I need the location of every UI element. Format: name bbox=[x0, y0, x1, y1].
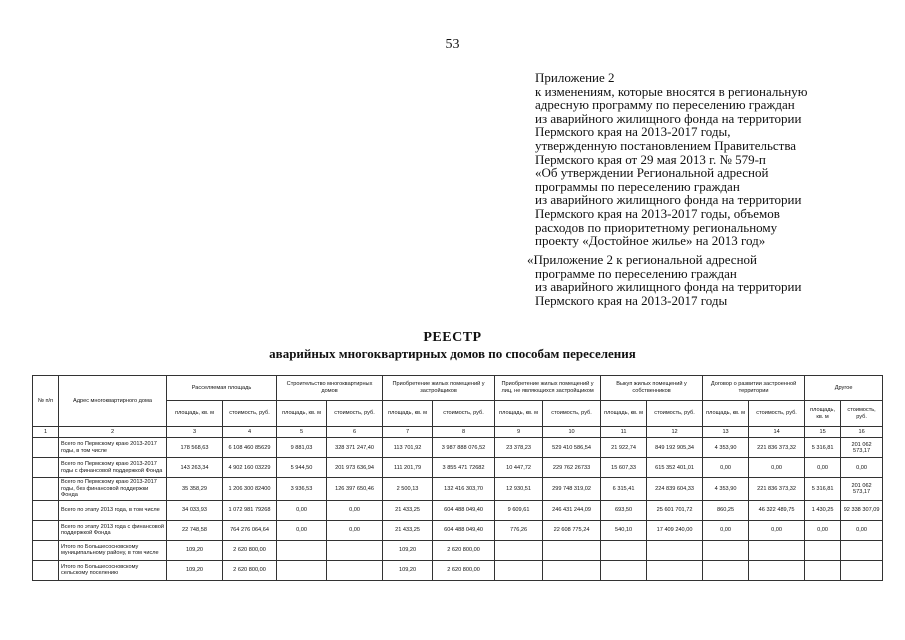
cell-area bbox=[703, 540, 749, 560]
cell-area: 540,10 bbox=[601, 520, 647, 540]
cell-cost: 1 072 981 79268 bbox=[223, 500, 277, 520]
cell-cost: 246 431 244,09 bbox=[543, 500, 601, 520]
cell-area: 5 316,81 bbox=[805, 478, 841, 501]
header-group: Расселяемая площадь bbox=[167, 376, 277, 401]
cell-area: 35 358,29 bbox=[167, 478, 223, 501]
table-row bbox=[33, 540, 883, 560]
annex-line: из аварийного жилищного фонда на территории bbox=[535, 192, 802, 208]
cell-area: 0,00 bbox=[805, 458, 841, 478]
annex-line: Пермского края от 29 мая 2013 г. № 579-п bbox=[535, 151, 766, 167]
row-address: Всего по этапу 2013 года, в том числе bbox=[59, 500, 167, 520]
cell-cost: 221 836 373,32 bbox=[749, 478, 805, 501]
index-cell: 12 bbox=[647, 427, 703, 438]
subheader-area: площадь, кв. м bbox=[703, 401, 749, 427]
cell-cost: 0,00 bbox=[749, 458, 805, 478]
annex-line: Приложение 2 bbox=[535, 70, 615, 85]
index-cell: 7 bbox=[383, 427, 433, 438]
table-row bbox=[33, 500, 883, 520]
cell-cost: 132 416 303,70 bbox=[433, 478, 495, 501]
cell-cost: 221 836 373,32 bbox=[749, 438, 805, 458]
cell-cost bbox=[647, 540, 703, 560]
cell-area: 6 315,41 bbox=[601, 478, 647, 501]
row-number bbox=[33, 438, 59, 458]
cell-area: 0,00 bbox=[277, 500, 327, 520]
cell-cost: 615 352 401,01 bbox=[647, 458, 703, 478]
index-cell: 9 bbox=[495, 427, 543, 438]
cell-area: 15 607,33 bbox=[601, 458, 647, 478]
index-cell: 11 bbox=[601, 427, 647, 438]
document-title bbox=[0, 330, 905, 362]
cell-cost: 126 397 650,46 bbox=[327, 478, 383, 501]
row-address: Всего по Пермскому краю 2013-2017 годы с финансовой поддержкой Фонда bbox=[59, 458, 167, 478]
index-cell: 2 bbox=[59, 427, 167, 438]
cell-area: 113 701,92 bbox=[383, 438, 433, 458]
cell-area: 109,20 bbox=[167, 540, 223, 560]
cell-cost: 25 601 701,72 bbox=[647, 500, 703, 520]
subheader-cost: стоимость, руб. bbox=[327, 401, 383, 427]
header-group: Договор о развитии застроенной территории bbox=[703, 376, 805, 401]
subheader-cost: стоимость, руб. bbox=[543, 401, 601, 427]
cell-cost: 529 410 586,54 bbox=[543, 438, 601, 458]
cell-cost: 2 620 800,00 bbox=[433, 540, 495, 560]
cell-cost: 604 488 049,40 bbox=[433, 520, 495, 540]
annex-line: Пермского края на 2013-2017 годы, bbox=[535, 124, 731, 140]
annex2-line: Пермского края на 2013-2017 годы bbox=[535, 292, 728, 308]
cell-cost: 849 192 905,34 bbox=[647, 438, 703, 458]
cell-area: 21 433,25 bbox=[383, 520, 433, 540]
subheader-area: площадь, кв. м bbox=[167, 401, 223, 427]
annex2-line: программе по переселению граждан bbox=[535, 265, 737, 281]
cell-cost bbox=[841, 540, 883, 560]
cell-cost: 0,00 bbox=[327, 520, 383, 540]
annex-line: адресную программу по переселению граждан bbox=[535, 97, 795, 113]
cell-area: 4 353,90 bbox=[703, 478, 749, 501]
index-cell: 1 bbox=[33, 427, 59, 438]
annex-line: утвержденную постановлением Правительства bbox=[535, 137, 797, 153]
cell-area: 143 263,34 bbox=[167, 458, 223, 478]
cell-cost: 229 762 26733 bbox=[543, 458, 601, 478]
cell-area: 0,00 bbox=[277, 520, 327, 540]
title-line-1: РЕЕСТР bbox=[423, 330, 482, 345]
cell-area bbox=[277, 540, 327, 560]
subheader-area: площадь, кв. м bbox=[495, 401, 543, 427]
cell-cost: 299 748 319,02 bbox=[543, 478, 601, 501]
cell-cost: 2 620 800,00 bbox=[223, 540, 277, 560]
cell-cost bbox=[327, 560, 383, 580]
cell-cost bbox=[841, 560, 883, 580]
cell-area: 5 944,50 bbox=[277, 458, 327, 478]
index-cell: 4 bbox=[223, 427, 277, 438]
cell-cost: 0,00 bbox=[841, 520, 883, 540]
header-group: Выкуп жилых помещений у собственников bbox=[601, 376, 703, 401]
cell-area bbox=[277, 560, 327, 580]
cell-area: 5 316,81 bbox=[805, 438, 841, 458]
cell-area: 22 748,58 bbox=[167, 520, 223, 540]
cell-area: 178 568,63 bbox=[167, 438, 223, 458]
cell-cost: 17 409 240,00 bbox=[647, 520, 703, 540]
table-row bbox=[33, 520, 883, 540]
index-cell: 14 bbox=[749, 427, 805, 438]
cell-area: 0,00 bbox=[703, 458, 749, 478]
cell-area: 109,20 bbox=[167, 560, 223, 580]
cell-area: 3 936,53 bbox=[277, 478, 327, 501]
cell-area: 109,20 bbox=[383, 540, 433, 560]
cell-area: 776,26 bbox=[495, 520, 543, 540]
index-row bbox=[33, 427, 883, 438]
annex-line: к изменениям, которые вносятся в региональную bbox=[535, 83, 808, 99]
subheader-cost: стоимость, руб. bbox=[841, 401, 883, 427]
row-number bbox=[33, 458, 59, 478]
cell-cost: 6 108 460 85629 bbox=[223, 438, 277, 458]
annex-line: «Об утверждении Региональной адресной bbox=[535, 165, 769, 181]
cell-area: 0,00 bbox=[805, 520, 841, 540]
cell-cost: 2 620 800,00 bbox=[433, 560, 495, 580]
cell-area bbox=[805, 560, 841, 580]
index-cell: 16 bbox=[841, 427, 883, 438]
annex-line: программы по переселению граждан bbox=[535, 178, 740, 194]
cell-area: 109,20 bbox=[383, 560, 433, 580]
cell-cost: 201 062 573,17 bbox=[841, 438, 883, 458]
table-row bbox=[33, 478, 883, 501]
row-address: Итого по Большесосновскому сельскому поселению bbox=[59, 560, 167, 580]
cell-cost: 604 488 049,40 bbox=[433, 500, 495, 520]
cell-cost: 764 276 064,64 bbox=[223, 520, 277, 540]
cell-cost: 92 338 307,09 bbox=[841, 500, 883, 520]
annex-line: проекту «Достойное жилье» на 2013 год» bbox=[535, 233, 766, 249]
row-address: Всего по этапу 2013 года с финансовой поддержкой Фонда bbox=[59, 520, 167, 540]
header-group: Другое bbox=[805, 376, 883, 401]
cell-area: 21 922,74 bbox=[601, 438, 647, 458]
cell-cost: 2 620 800,00 bbox=[223, 560, 277, 580]
cell-cost: 1 206 300 82400 bbox=[223, 478, 277, 501]
cell-cost bbox=[647, 560, 703, 580]
cell-cost: 3 855 471 72682 bbox=[433, 458, 495, 478]
cell-area bbox=[805, 540, 841, 560]
cell-cost: 3 987 888 076,52 bbox=[433, 438, 495, 458]
annex2-header bbox=[527, 253, 897, 307]
row-number bbox=[33, 540, 59, 560]
table-row bbox=[33, 458, 883, 478]
cell-area: 23 378,23 bbox=[495, 438, 543, 458]
cell-cost: 0,00 bbox=[327, 500, 383, 520]
cell-area: 9 609,61 bbox=[495, 500, 543, 520]
cell-cost: 46 322 489,75 bbox=[749, 500, 805, 520]
subheader-cost: стоимость, руб. bbox=[647, 401, 703, 427]
index-cell: 3 bbox=[167, 427, 223, 438]
cell-area bbox=[601, 560, 647, 580]
cell-cost bbox=[327, 540, 383, 560]
cell-area: 2 500,13 bbox=[383, 478, 433, 501]
index-cell: 6 bbox=[327, 427, 383, 438]
registry-table bbox=[32, 375, 883, 581]
row-number bbox=[33, 520, 59, 540]
cell-area: 860,25 bbox=[703, 500, 749, 520]
cell-area: 1 430,25 bbox=[805, 500, 841, 520]
header-number: № п/п bbox=[33, 376, 59, 427]
row-address: Всего по Пермскому краю 2013-2017 годы, без финансовой поддержки Фонда bbox=[59, 478, 167, 501]
header-group: Строительство многоквартирных домов bbox=[277, 376, 383, 401]
annex-line: Пермского края на 2013-2017 годы, объемов bbox=[535, 205, 780, 221]
cell-area bbox=[601, 540, 647, 560]
cell-cost: 328 371 247,40 bbox=[327, 438, 383, 458]
header-group: Приобретение жилых помещений у застройщиков bbox=[383, 376, 495, 401]
subheader-area: площадь, кв. м bbox=[383, 401, 433, 427]
cell-cost: 22 608 775,24 bbox=[543, 520, 601, 540]
annex-line: из аварийного жилищного фонда на территории bbox=[535, 110, 802, 126]
subheader-area: площадь, кв. м bbox=[277, 401, 327, 427]
cell-area: 9 881,03 bbox=[277, 438, 327, 458]
subheader-cost: стоимость, руб. bbox=[749, 401, 805, 427]
cell-cost bbox=[749, 560, 805, 580]
row-number bbox=[33, 500, 59, 520]
index-cell: 13 bbox=[703, 427, 749, 438]
cell-area: 0,00 bbox=[703, 520, 749, 540]
cell-cost: 224 839 604,33 bbox=[647, 478, 703, 501]
subheader-area: площадь, кв. м bbox=[601, 401, 647, 427]
cell-cost bbox=[543, 540, 601, 560]
annex2-line: «Приложение 2 к региональной адресной bbox=[527, 252, 757, 267]
row-number bbox=[33, 560, 59, 580]
cell-area: 21 433,25 bbox=[383, 500, 433, 520]
cell-area bbox=[703, 560, 749, 580]
cell-area: 34 033,93 bbox=[167, 500, 223, 520]
cell-cost: 201 973 636,94 bbox=[327, 458, 383, 478]
title-line-2: аварийных многоквартирных домов по способам переселения bbox=[269, 346, 636, 361]
row-number bbox=[33, 478, 59, 501]
cell-cost: 0,00 bbox=[841, 458, 883, 478]
subheader-area: площадь, кв. м bbox=[805, 401, 841, 427]
annex-header bbox=[535, 71, 895, 248]
row-address: Всего по Пермскому краю 2013-2017 годы, в том числе bbox=[59, 438, 167, 458]
cell-area: 693,50 bbox=[601, 500, 647, 520]
cell-area: 111 201,79 bbox=[383, 458, 433, 478]
page-number: 53 bbox=[445, 37, 460, 52]
annex-line: расходов по приоритетному региональному bbox=[535, 219, 778, 235]
index-cell: 10 bbox=[543, 427, 601, 438]
cell-cost bbox=[543, 560, 601, 580]
subheader-cost: стоимость, руб. bbox=[223, 401, 277, 427]
row-address: Итого по Большесосновскому муниципальному району, в том числе bbox=[59, 540, 167, 560]
table-row bbox=[33, 560, 883, 580]
index-cell: 8 bbox=[433, 427, 495, 438]
annex2-line: из аварийного жилищного фонда на территории bbox=[535, 279, 802, 295]
index-cell: 15 bbox=[805, 427, 841, 438]
cell-area: 4 353,90 bbox=[703, 438, 749, 458]
subheader-cost: стоимость, руб. bbox=[433, 401, 495, 427]
cell-cost bbox=[749, 540, 805, 560]
cell-cost: 201 062 573,17 bbox=[841, 478, 883, 501]
cell-area: 10 447,72 bbox=[495, 458, 543, 478]
cell-area bbox=[495, 560, 543, 580]
header-group: Приобретение жилых помещений у лиц, не являющихся застройщиком bbox=[495, 376, 601, 401]
cell-cost: 0,00 bbox=[749, 520, 805, 540]
cell-area: 12 930,51 bbox=[495, 478, 543, 501]
index-cell: 5 bbox=[277, 427, 327, 438]
cell-cost: 4 902 160 03229 bbox=[223, 458, 277, 478]
header-address: Адрес многоквартирного дома bbox=[59, 376, 167, 427]
cell-area bbox=[495, 540, 543, 560]
table-row bbox=[33, 438, 883, 458]
